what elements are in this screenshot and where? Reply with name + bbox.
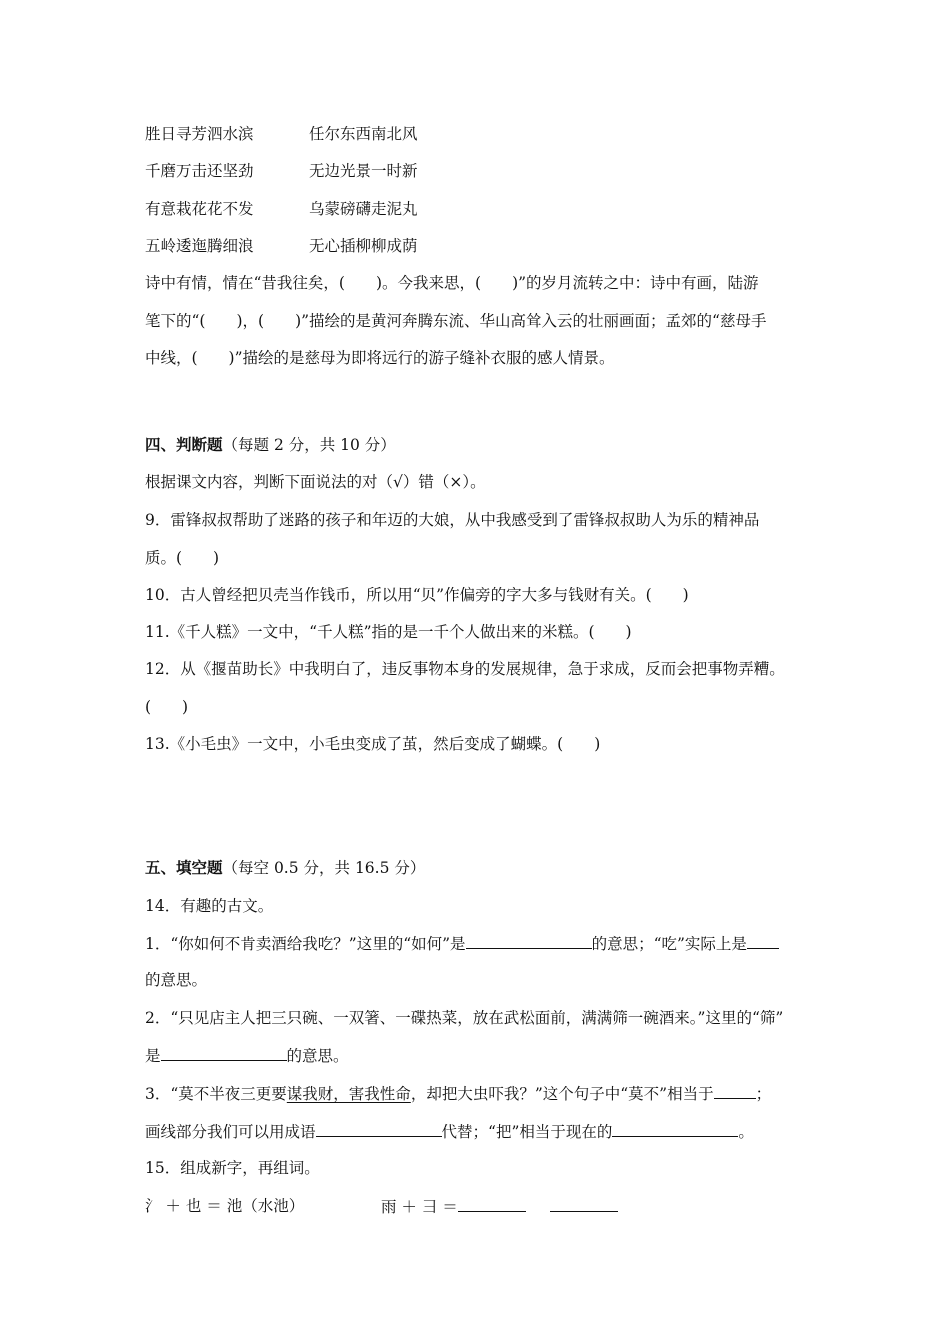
poem-passage-line-1: 诗中有情，情在“昔我往矣，( )。今我来思，( )”的岁月流转之中：诗中有画，陆游 <box>145 274 759 292</box>
answer-blank[interactable] <box>714 1083 756 1099</box>
question-15-task <box>381 1196 618 1217</box>
question-14-2-line-2 <box>145 1045 349 1066</box>
question-14-3-line-2 <box>145 1121 754 1142</box>
question-14-3-line-1 <box>145 1083 771 1104</box>
poem-line-left-4: 五岭逶迤腾细浪 <box>145 237 254 255</box>
answer-blank[interactable] <box>747 933 779 949</box>
section4-instruction: 根据课文内容，判断下面说法的对（√）错（×）。 <box>145 473 486 491</box>
section4-note: （每题 2 分，共 10 分） <box>222 436 396 454</box>
question-9-line-2: 质。( ) <box>145 549 220 567</box>
q14-1-text-a: 1．“你如何不肯卖酒给我吃？”这里的“如何”是 <box>145 935 466 953</box>
answer-blank[interactable] <box>161 1045 287 1061</box>
section5-heading <box>145 858 425 878</box>
section4-title: 四、判断题 <box>145 436 223 454</box>
poem-passage-line-2: 笔下的“( )，( )”描绘的是黄河奔腾东流、华山高耸入云的壮丽画面；孟郊的“慈母手 <box>145 312 767 330</box>
question-14-1-line-1 <box>145 933 779 954</box>
poem-passage-line-3: 中线，( )”描绘的是慈母为即将远行的游子缝补衣服的感人情景。 <box>145 349 615 367</box>
q14-3-text-b: ，却把大虫吓我？”这个句子中“莫不”相当于 <box>410 1085 714 1103</box>
q14-3-underlined-phrase: 谋我财，害我性命 <box>286 1085 411 1103</box>
q14-3-text-e: 代替；“把”相当于现在的 <box>441 1123 613 1141</box>
question-12-line-1: 12．从《揠苗助长》中我明白了，违反事物本身的发展规律，急于求成，反而会把事物弄糟。 <box>145 660 785 678</box>
q15-task-text: 雨 ＋ 彐 ＝ <box>381 1198 458 1216</box>
question-9-line-1: 9．雷锋叔叔帮助了迷路的孩子和年迈的大娘，从中我感受到了雷锋叔叔助人为乐的精神品 <box>145 511 760 529</box>
poem-line-left-3: 有意栽花花不发 <box>145 200 254 218</box>
q14-2-text-a: 是 <box>145 1047 161 1065</box>
question-14-2-line-1: 2．“只见店主人把三只碗、一双箸、一碟热菜，放在武松面前，满满筛一碗酒来。”这里的“筛” <box>145 1009 784 1027</box>
q14-3-text-f: 。 <box>738 1123 754 1141</box>
q14-3-text-a: 3．“莫不半夜三更要 <box>145 1085 287 1103</box>
poem-line-right-1: 任尔东西南北风 <box>309 125 418 143</box>
question-14-1-line-2: 的意思。 <box>145 971 208 989</box>
q14-3-text-c: ； <box>755 1085 772 1103</box>
poem-line-right-2: 无边光景一时新 <box>309 162 418 180</box>
section5-title: 五、填空题 <box>145 859 223 877</box>
poem-line-left-2: 千磨万击还坚劲 <box>145 162 254 180</box>
answer-blank[interactable] <box>458 1196 526 1212</box>
question-11: 11.《千人糕》一文中，“千人糕”指的是一千个人做出来的米糕。( ) <box>145 623 632 641</box>
answer-blank[interactable] <box>466 933 592 949</box>
answer-blank[interactable] <box>550 1196 618 1212</box>
question-14: 14．有趣的古文。 <box>145 897 274 915</box>
question-12-line-2: ( ) <box>145 698 189 716</box>
question-15-example: 氵 ＋ 也 ＝ 池（水池） <box>145 1197 305 1215</box>
section5-note: （每空 0.5 分，共 16.5 分） <box>222 859 426 877</box>
q14-1-text-b: 的意思；“吃”实际上是 <box>591 935 747 953</box>
question-10: 10．古人曾经把贝壳当作钱币，所以用“贝”作偏旁的字大多与钱财有关。( ) <box>145 586 689 604</box>
answer-blank[interactable] <box>316 1121 442 1137</box>
q14-3-text-d: 画线部分我们可以用成语 <box>145 1123 316 1141</box>
poem-line-right-3: 乌蒙磅礴走泥丸 <box>309 200 418 218</box>
question-13: 13.《小毛虫》一文中，小毛虫变成了茧，然后变成了蝴蝶。( ) <box>145 735 601 753</box>
answer-blank[interactable] <box>612 1121 738 1137</box>
poem-line-right-4: 无心插柳柳成荫 <box>309 237 418 255</box>
question-15: 15．组成新字，再组词。 <box>145 1159 320 1177</box>
poem-line-left-1: 胜日寻芳泗水滨 <box>145 125 254 143</box>
q14-2-text-b: 的意思。 <box>286 1047 349 1065</box>
section4-heading <box>145 435 396 455</box>
